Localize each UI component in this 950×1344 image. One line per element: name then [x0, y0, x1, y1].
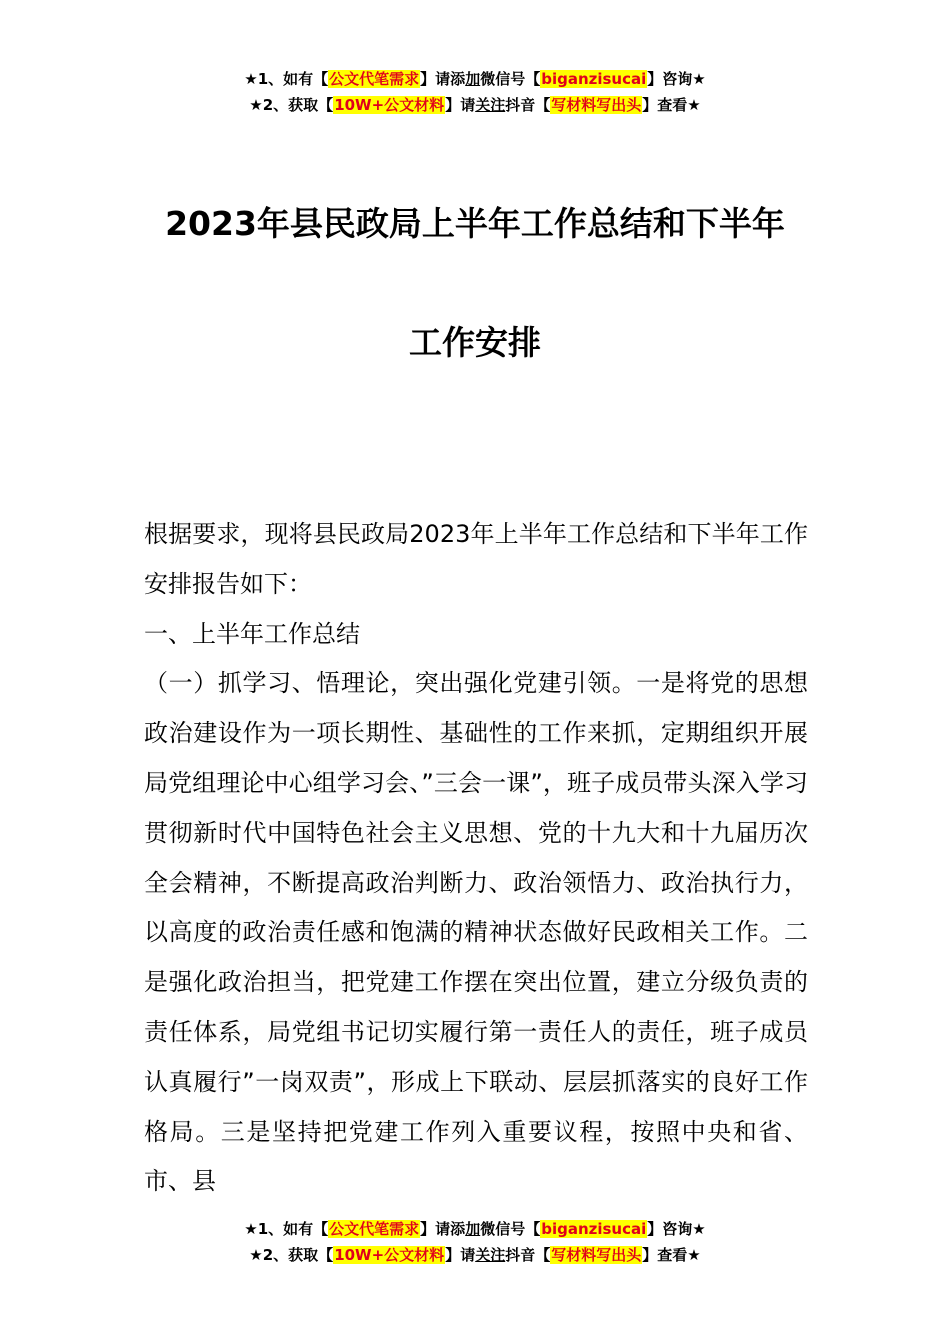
intro-paragraph: 根据要求，现将县民政局2023年上半年工作总结和下半年工作安排报告如下：	[144, 520, 808, 598]
banner-line-1: ★1、如有【公文代笔需求】请添加微信号【biganzisucai】咨询★	[244, 70, 706, 88]
banner-highlight: 公文代笔需求	[329, 1220, 420, 1238]
banner-line-1: ★1、如有【公文代笔需求】请添加微信号【biganzisucai】咨询★	[244, 1220, 706, 1238]
document-body	[144, 510, 808, 1200]
document-title-line-2: 工作安排	[409, 323, 541, 362]
banner-highlight: biganzisucai	[541, 70, 647, 88]
banner-highlight: 写材料写出头	[551, 1246, 642, 1264]
banner-highlight: biganzisucai	[541, 1220, 647, 1238]
footer-banner	[0, 1216, 950, 1268]
banner-highlight: 10W+公文材料	[334, 96, 445, 114]
document-title-line-1: 2023年县民政局上半年工作总结和下半年	[165, 204, 785, 243]
banner-highlight: 10W+公文材料	[334, 1246, 445, 1264]
banner-highlight: 公文代笔需求	[329, 70, 420, 88]
body-paragraph: （一）抓学习、悟理论，突出强化党建引领。一是将党的思想政治建设作为一项长期性、基础性的工作来抓，定期组织开展局党组理论中心组学习会、”三会一课”，班子成员带头深入学习贯彻新时代中国特色社会主义思想、党的十九大和十九届历次全会精神，不断提高政治判断力、政治领悟力、政治执行力，以高度的政治责任感和饱满的精神状态做好民政相关工作。二是强化政治担当，把党建工作摆在突出位置，建立分级负责的责任体系，局党组书记切实履行第一责任人的责任，班子成员认真履行”一岗双责”，形成上下联动、层层抓落实的良好工作格局。三是坚持把党建工作列入重要议程，按照中央和省、市、县	[144, 669, 808, 1196]
section-heading: 一、上半年工作总结	[144, 619, 360, 648]
banner-line-2: ★2、获取【10W+公文材料】请关注抖音【写材料写出头】查看★	[249, 96, 701, 114]
banner-highlight: 写材料写出头	[551, 96, 642, 114]
banner-line-2: ★2、获取【10W+公文材料】请关注抖音【写材料写出头】查看★	[249, 1246, 701, 1264]
